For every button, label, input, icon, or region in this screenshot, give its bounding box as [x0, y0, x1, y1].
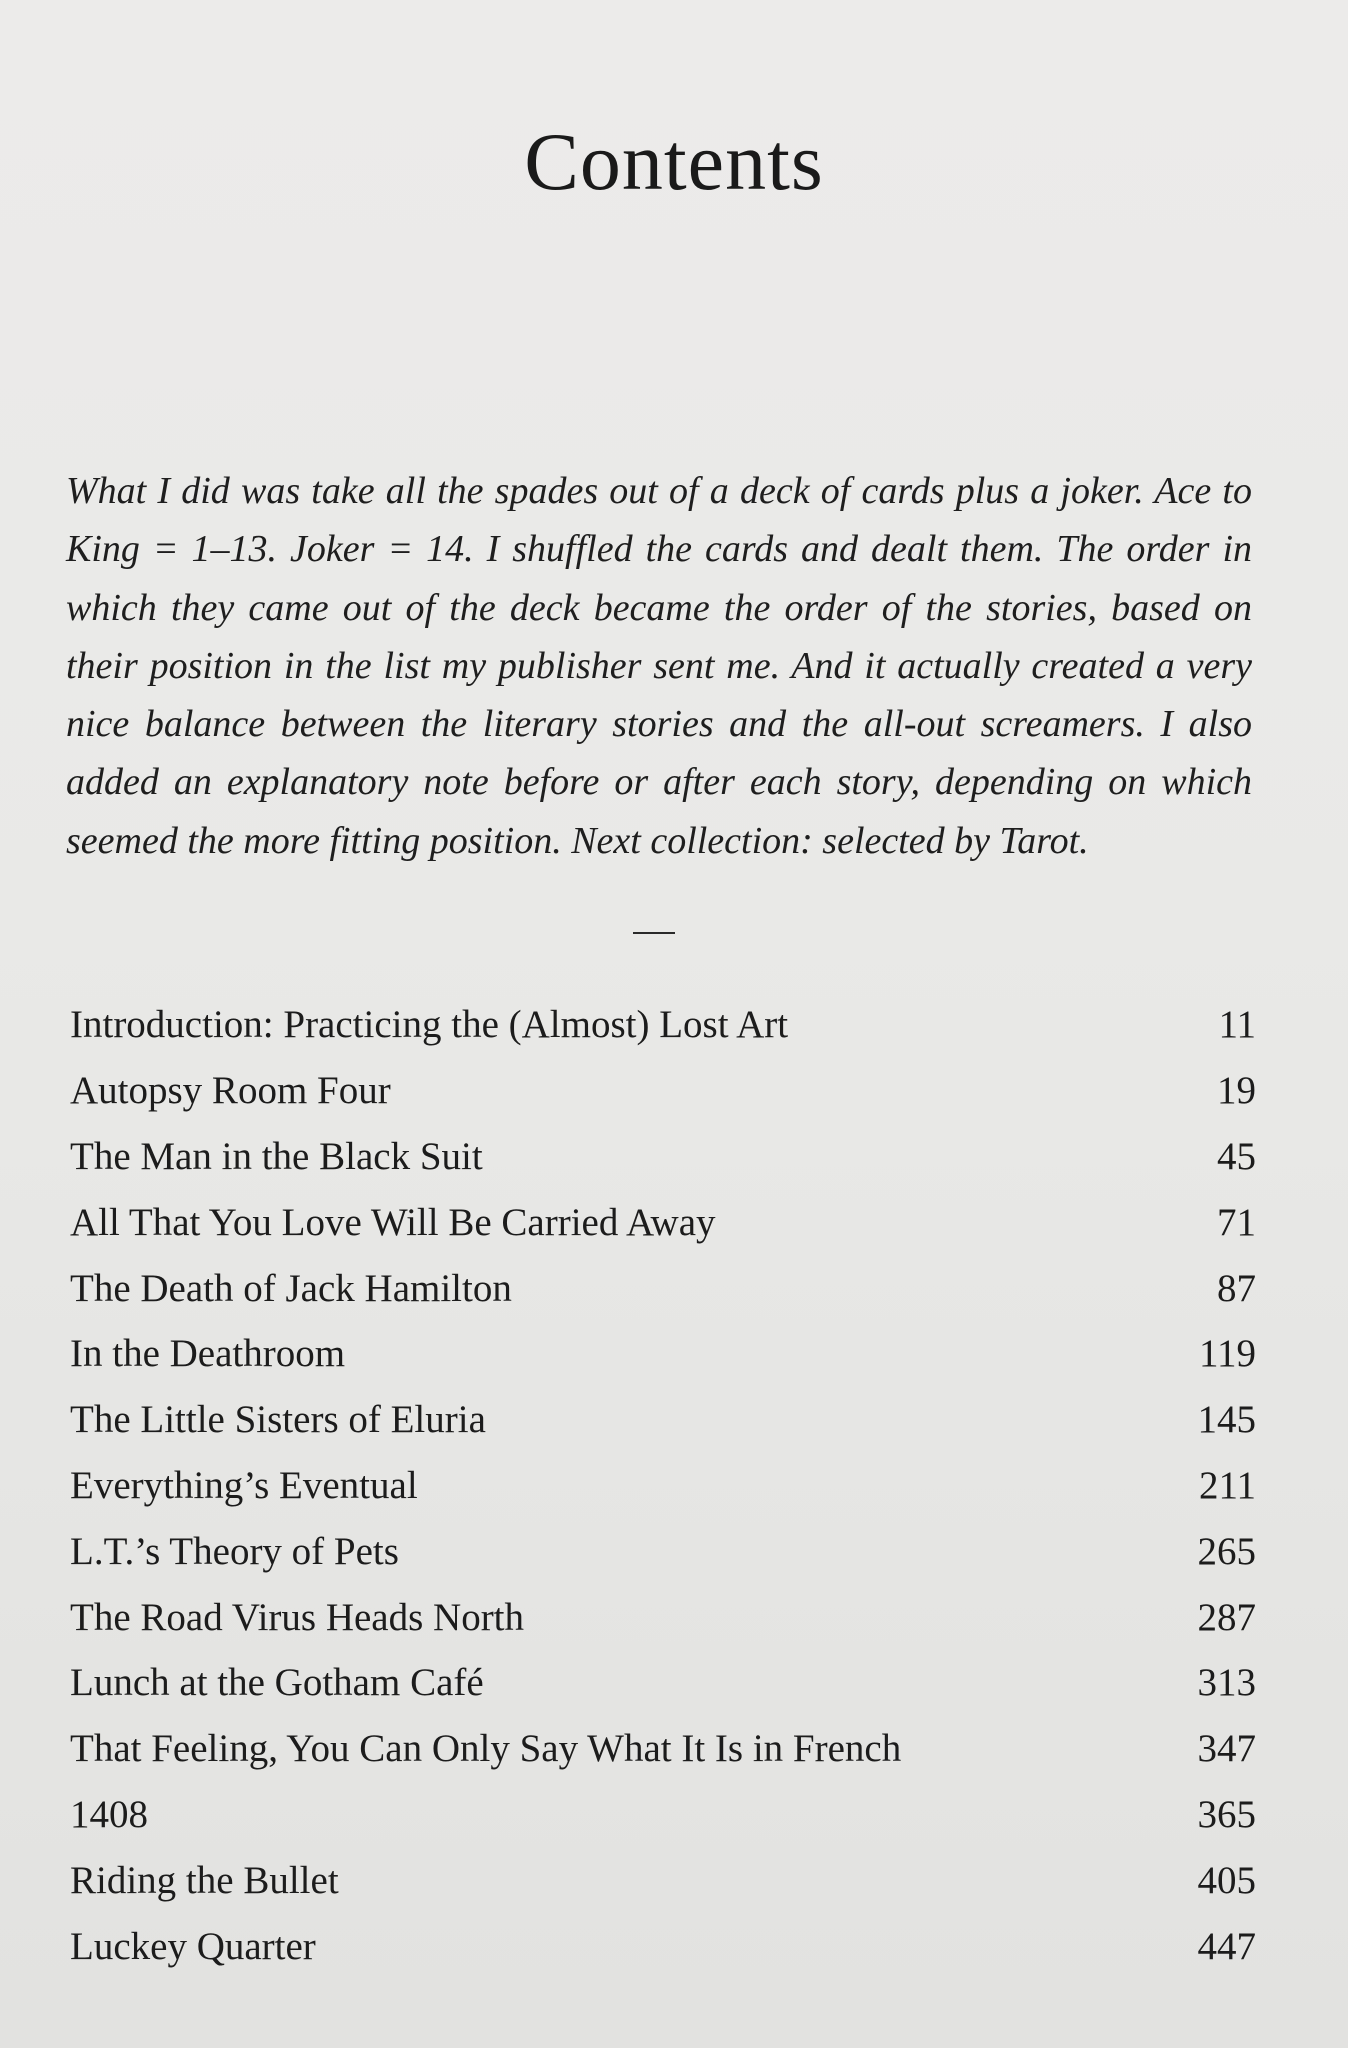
intro-paragraph: What I did was take all the spades out of a deck of cards plus a joker. Ace to King = 1–13. Joker = 14. I shuffled the cards and dealt them. The order in which they came out of the deck became the order of the stories, based on their position in the list my publisher sent me. And it actually created a very nice balance between the literary stories and the all-out screamers. I also added an explanatory note before or after each story, depending on which seemed the more fitting position. Next collection: selected by Tarot. [66, 470, 1252, 862]
toc-entry-title: Autopsy Room Four [70, 1069, 391, 1113]
toc-entry-title: Everything’s Eventual [70, 1463, 418, 1507]
toc-entry-page: 119 [1198, 1332, 1256, 1376]
toc-entry [70, 1124, 1256, 1190]
toc-entry-page: 211 [1198, 1463, 1256, 1507]
toc-entry [70, 1650, 1256, 1716]
toc-entry-title: That Feeling, You Can Only Say What It Is in French [70, 1727, 902, 1771]
toc-entry-title: 1408 [70, 1792, 148, 1836]
toc-entry-page: 347 [1197, 1727, 1256, 1771]
toc-entry-page: 405 [1197, 1858, 1256, 1902]
table-of-contents [70, 992, 1256, 1979]
toc-entry [70, 1387, 1256, 1453]
toc-entry-page: 71 [1217, 1200, 1256, 1244]
toc-entry [70, 1782, 1256, 1848]
toc-entry-page: 265 [1197, 1529, 1256, 1573]
toc-entry-page: 87 [1217, 1266, 1256, 1310]
toc-entry-page: 365 [1197, 1792, 1256, 1836]
toc-entry [70, 1321, 1256, 1387]
toc-entry-title: The Man in the Black Suit [70, 1134, 483, 1178]
toc-entry-page: 447 [1197, 1924, 1256, 1968]
toc-entry-title: Luckey Quarter [70, 1924, 316, 1968]
toc-entry-page: 45 [1217, 1134, 1256, 1178]
toc-entry [70, 1716, 1256, 1782]
toc-entry-title: In the Deathroom [70, 1332, 346, 1376]
toc-entry [70, 1847, 1256, 1913]
toc-entry [70, 1255, 1256, 1321]
toc-entry-page: 19 [1217, 1069, 1256, 1113]
toc-entry-title: The Death of Jack Hamilton [70, 1266, 512, 1310]
toc-entry-page: 145 [1197, 1398, 1256, 1442]
toc-entry-title: L.T.’s Theory of Pets [70, 1529, 399, 1573]
toc-entry [70, 1453, 1256, 1519]
toc-entry-title: All That You Love Will Be Carried Away [70, 1200, 716, 1244]
toc-entry-page: 11 [1218, 1003, 1256, 1047]
toc-entry [70, 1189, 1256, 1255]
toc-entry [70, 1518, 1256, 1584]
toc-entry-page: 313 [1197, 1661, 1256, 1705]
toc-entry-page: 287 [1197, 1595, 1256, 1639]
toc-entry-title: The Little Sisters of Eluria [70, 1398, 486, 1442]
section-divider [633, 932, 675, 934]
toc-entry [70, 1058, 1256, 1124]
toc-entry-title: Introduction: Practicing the (Almost) Lost Art [70, 1003, 789, 1047]
toc-entry-title: Riding the Bullet [70, 1858, 339, 1902]
toc-entry [70, 992, 1256, 1058]
page-title: Contents [524, 116, 824, 207]
toc-entry-title: Lunch at the Gotham Café [70, 1661, 484, 1705]
toc-entry-title: The Road Virus Heads North [70, 1595, 525, 1639]
toc-entry [70, 1584, 1256, 1650]
toc-entry [70, 1913, 1256, 1979]
